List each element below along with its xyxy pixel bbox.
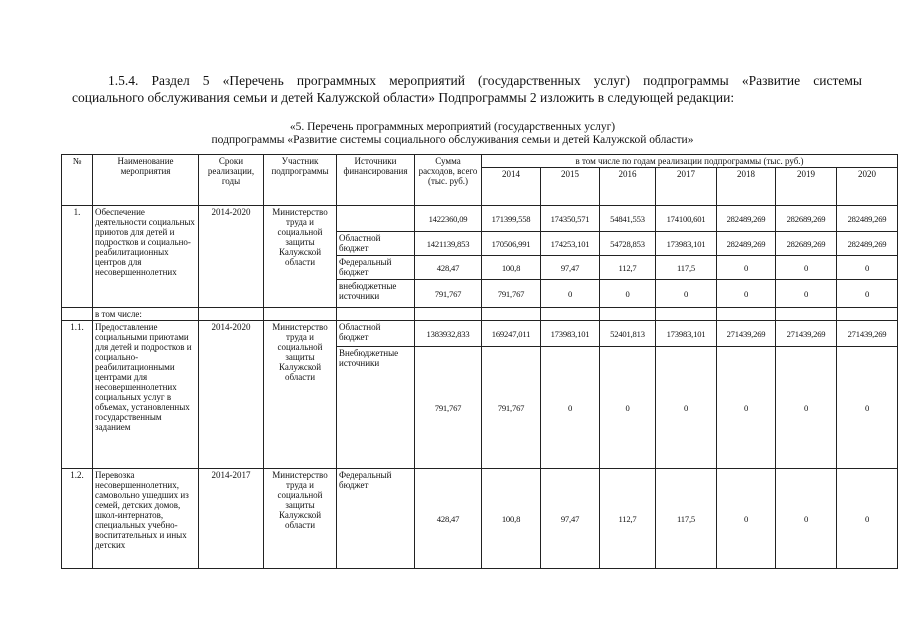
row-total: 791,767: [415, 280, 482, 308]
cell-value: 0: [717, 469, 776, 569]
row-terms: 2014-2020: [199, 206, 264, 308]
cell-value: 117,5: [656, 256, 717, 280]
cell-value: 52401,813: [600, 321, 656, 347]
cell-value: 271439,269: [837, 321, 898, 347]
cell-value: 173983,101: [656, 232, 717, 256]
cell-value: 100,8: [482, 256, 541, 280]
cell-value: 100,8: [482, 469, 541, 569]
cell-value: 174350,571: [541, 206, 600, 232]
cell-value: 0: [837, 347, 898, 469]
cell-value: 0: [541, 347, 600, 469]
cell-value: 282489,269: [717, 206, 776, 232]
cell-value: 0: [600, 280, 656, 308]
cell-value: 0: [717, 280, 776, 308]
table-row: [62, 206, 898, 232]
row-source: Областной бюджет: [337, 232, 415, 256]
cell-value: 170506,991: [482, 232, 541, 256]
header-sources: Источники финансирования: [337, 155, 415, 206]
cell-value: 112,7: [600, 256, 656, 280]
cell-value: 791,767: [482, 280, 541, 308]
cell-value: 0: [656, 280, 717, 308]
row-num: 1.2.: [62, 469, 93, 569]
header-year: 2020: [837, 168, 898, 206]
row-num: 1.: [62, 206, 93, 308]
cell-value: 0: [837, 280, 898, 308]
cell-value: 54841,553: [600, 206, 656, 232]
cell-value: 0: [717, 256, 776, 280]
row-source: Внебюджетные источники: [337, 347, 415, 469]
intro-line-1: 1.5.4. Раздел 5 «Перечень программных мероприятий (государственных услуг) подпрограммы «Развитие системы: [108, 73, 862, 88]
header-total: Сумма расходов, всего (тыс. руб.): [415, 155, 482, 206]
row-incl-label: в том числе:: [93, 308, 199, 321]
header-participant: Участник подпрограммы: [264, 155, 337, 206]
cell-value: 97,47: [541, 256, 600, 280]
cell-value: 0: [837, 256, 898, 280]
header-year: 2015: [541, 168, 600, 206]
row-total: 428,47: [415, 469, 482, 569]
cell-value: 171399,558: [482, 206, 541, 232]
table-row: [62, 321, 898, 347]
header-year: 2018: [717, 168, 776, 206]
cell-value: 282489,269: [837, 206, 898, 232]
row-name: Обеспечение деятельности социальных приютов для детей и подростков и социально-реабилитационных центров для несовершеннолетних: [93, 206, 199, 308]
row-num: 1.1.: [62, 321, 93, 469]
cell-value: 0: [656, 347, 717, 469]
cell-value: 0: [776, 280, 837, 308]
cell-value: 282489,269: [717, 232, 776, 256]
intro-line-2: социального обслуживания семьи и детей Калужской области» Подпрограммы 2 изложить в следующей редакции:: [72, 90, 735, 105]
header-row-1: [62, 155, 898, 168]
subheader-row: [62, 308, 898, 321]
row-source: внебюджетные источники: [337, 280, 415, 308]
row-total: 428,47: [415, 256, 482, 280]
row-participant: Министерство труда и социальной защиты Калужской области: [264, 206, 337, 308]
cell-value: 791,767: [482, 347, 541, 469]
row-name: Перевозка несовершеннолетних, самовольно ушедших из семей, детских домов, школ-интернатов, специальных учебно-воспитательных и иных детских: [93, 469, 199, 569]
header-year: 2017: [656, 168, 717, 206]
table-heading-line-2: подпрограммы «Развитие системы социального обслуживания семьи и детей Калужской области»: [211, 134, 694, 146]
cell-value: 271439,269: [776, 321, 837, 347]
header-year: 2016: [600, 168, 656, 206]
cell-value: 0: [837, 469, 898, 569]
cell-value: 173983,101: [656, 321, 717, 347]
table-row: [62, 469, 898, 569]
header-num: №: [62, 155, 93, 206]
cell-value: 169247,011: [482, 321, 541, 347]
cell-value: 271439,269: [717, 321, 776, 347]
row-total: 791,767: [415, 347, 482, 469]
cell-value: 0: [600, 347, 656, 469]
row-participant: Министерство труда и социальной защиты Калужской области: [264, 469, 337, 569]
row-source: Федеральный бюджет: [337, 256, 415, 280]
row-participant: Министерство труда и социальной защиты Калужской области: [264, 321, 337, 469]
row-terms: 2014-2017: [199, 469, 264, 569]
cell-value: 54728,853: [600, 232, 656, 256]
cell-value: 112,7: [600, 469, 656, 569]
row-source: Федеральный бюджет: [337, 469, 415, 569]
row-total: 1422360,09: [415, 206, 482, 232]
cell-value: 282689,269: [776, 232, 837, 256]
program-table: [61, 154, 898, 569]
cell-value: 117,5: [656, 469, 717, 569]
header-terms: Сроки реализации, годы: [199, 155, 264, 206]
cell-value: 174253,101: [541, 232, 600, 256]
header-by-years: в том числе по годам реализации подпрограммы (тыс. руб.): [482, 155, 898, 168]
cell-value: 282689,269: [776, 206, 837, 232]
cell-value: 97,47: [541, 469, 600, 569]
cell-value: 0: [541, 280, 600, 308]
cell-value: 174100,601: [656, 206, 717, 232]
cell-value: 173983,101: [541, 321, 600, 347]
table-heading-line-1: «5. Перечень программных мероприятий (государственных услуг): [289, 121, 616, 133]
intro-paragraph: [72, 72, 862, 106]
row-name: Предоставление социальными приютами для детей и подростков и социально-реабилитационными центрами для несовершеннолетних социальных услуг в объемах, установленных государственным заданием: [93, 321, 199, 469]
header-year: 2014: [482, 168, 541, 206]
cell-value: 282489,269: [837, 232, 898, 256]
row-total: 1383932,833: [415, 321, 482, 347]
cell-value: 0: [776, 469, 837, 569]
cell-value: 0: [717, 347, 776, 469]
cell-value: 0: [776, 256, 837, 280]
row-source: Областной бюджет: [337, 321, 415, 347]
cell-value: 0: [776, 347, 837, 469]
row-source: [337, 206, 415, 232]
header-year: 2019: [776, 168, 837, 206]
row-terms: 2014-2020: [199, 321, 264, 469]
row-total: 1421139,853: [415, 232, 482, 256]
header-name: Наименование мероприятия: [93, 155, 199, 206]
